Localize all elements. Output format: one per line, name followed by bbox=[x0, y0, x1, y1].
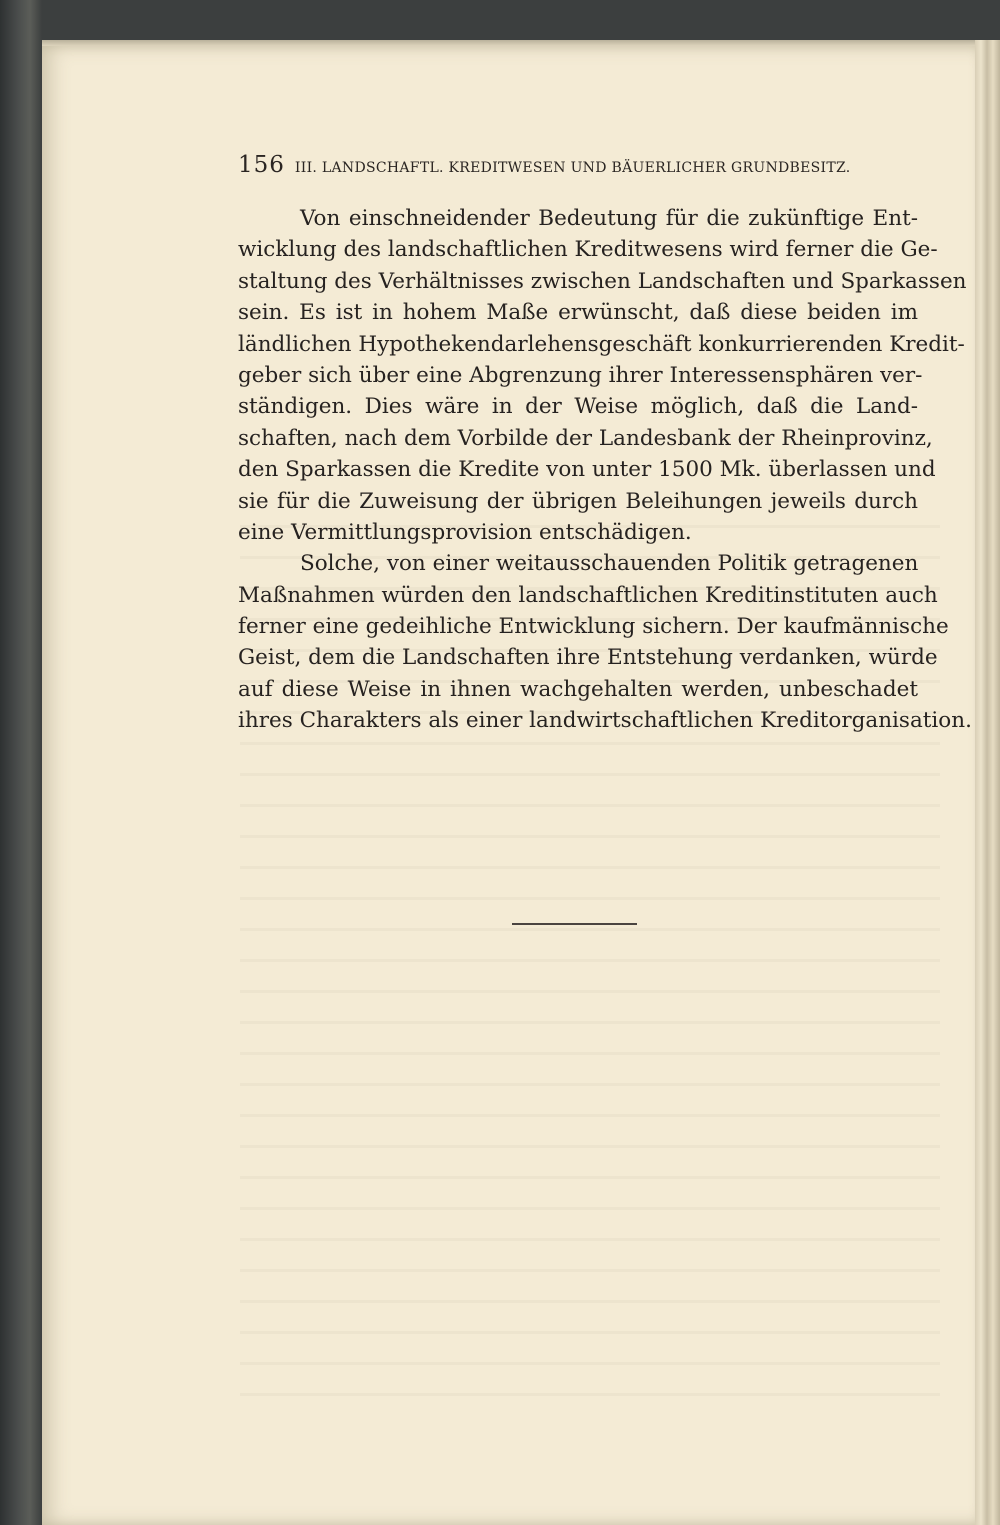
section-end-rule bbox=[512, 923, 637, 925]
body-text bbox=[238, 203, 972, 737]
text-line: geber sich über eine Abgrenzung ihrer Interessensphären ver- bbox=[238, 362, 923, 388]
text-line: schaften, nach dem Vorbilde der Landesbank der Rheinprovinz, bbox=[238, 425, 933, 451]
text-line: wicklung des landschaftlichen Kreditwesens wird ferner die Ge- bbox=[238, 237, 938, 263]
text-line: auf diese Weise in ihnen wachgehalten werden, unbeschadet bbox=[238, 676, 918, 702]
text-line: staltung des Verhältnisses zwischen Landschaften und Sparkassen bbox=[238, 268, 967, 294]
running-head bbox=[238, 152, 928, 182]
page-number: 156 bbox=[238, 152, 285, 178]
text-line: Von einschneidender Bedeutung für die zukünftige Ent- bbox=[300, 206, 918, 231]
text-line: ständigen. Dies wäre in der Weise möglich, daß die Land- bbox=[238, 394, 918, 420]
text-line: sein. Es ist in hohem Maße erwünscht, daß diese beiden im bbox=[238, 300, 918, 326]
text-line: sie für die Zuweisung der übrigen Beleihungen jeweils durch bbox=[238, 488, 918, 514]
paragraph-1 bbox=[238, 203, 967, 548]
text-line: ferner eine gedeihliche Entwicklung sichern. Der kaufmännische bbox=[238, 614, 949, 640]
text-line: Solche, von einer weitausschauenden Politik getragenen bbox=[300, 551, 919, 577]
text-line: den Sparkassen die Kredite von unter 1500 Mk. überlassen und bbox=[238, 457, 936, 483]
text-line: ländlichen Hypothekendarlehensgeschäft konkurrierenden Kredit- bbox=[238, 331, 965, 357]
text-line: ihres Charakters als einer landwirtschaftlichen Kreditorganisation. bbox=[238, 708, 972, 734]
page-stack-edge bbox=[975, 40, 1000, 1525]
paragraph-2 bbox=[238, 548, 972, 736]
text-line: Geist, dem die Landschaften ihre Entstehung verdanken, würde bbox=[238, 645, 938, 671]
running-title: III. LANDSCHAFTL. KREDITWESEN UND BÄUERLICHER GRUNDBESITZ. bbox=[294, 160, 851, 176]
text-line: eine Vermittlungsprovision entschädigen. bbox=[238, 519, 692, 545]
text-line: Maßnahmen würden den landschaftlichen Kreditinstituten auch bbox=[238, 582, 938, 608]
